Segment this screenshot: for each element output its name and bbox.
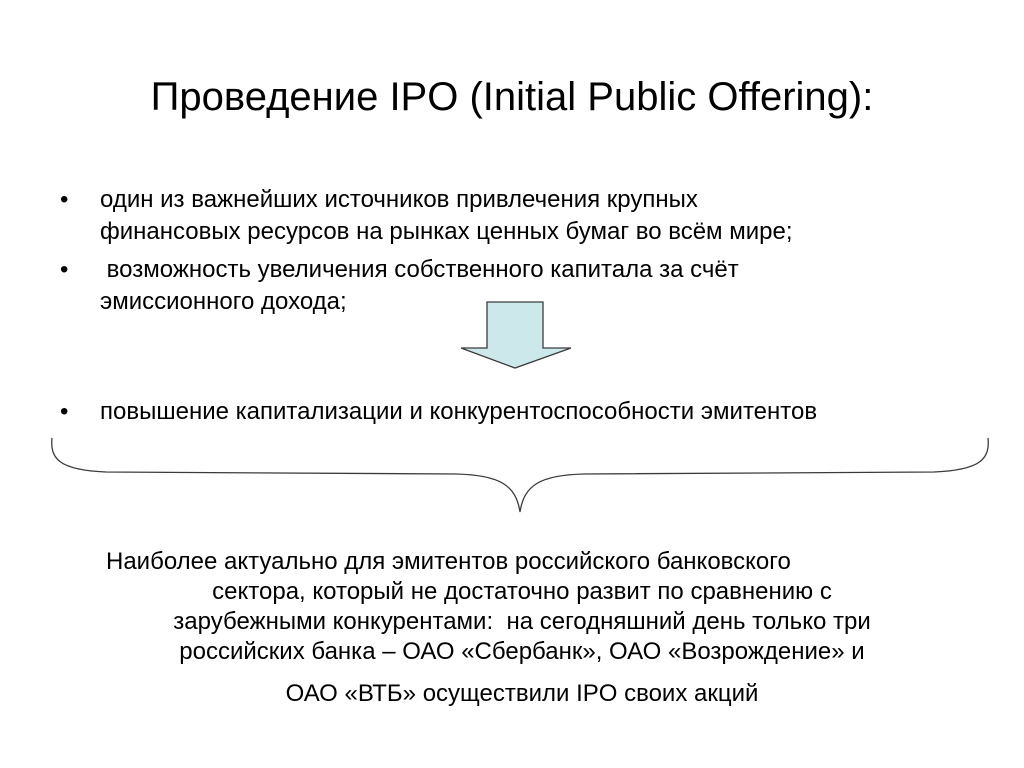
conclusion-line: зарубежными конкурентами: на сегодняшний день только три <box>173 608 871 635</box>
conclusion-line: ОАО «ВТБ» осуществили IPO своих акций <box>285 680 759 707</box>
conclusion-line: сектора, который не достаточно развит по сравнению с <box>212 578 832 605</box>
bullet-text-line: финансовых ресурсов на рынках ценных бумаг во всём мире; <box>100 218 793 245</box>
bullet-item <box>60 396 1000 428</box>
conclusion-line: Наиболее актуально для эмитентов российского банковского <box>106 548 791 575</box>
bullet-text-line: эмиссионного дохода; <box>100 288 347 315</box>
conclusion-line: российских банка – ОАО «Сбербанк», ОАО «Возрождение» и <box>179 638 865 665</box>
bullet-text-line: один из важнейших источников привлечения крупных <box>100 186 698 213</box>
bullet-marker: • <box>60 256 69 283</box>
bullet-item <box>60 184 1000 248</box>
bullet-marker: • <box>60 186 69 213</box>
bullet-marker: • <box>60 398 69 425</box>
slide-title: Проведение IPO (Initial Public Offering): <box>150 75 874 119</box>
bullet-text-line: возможность увеличения собственного капитала за счёт <box>100 256 739 283</box>
conclusion-paragraph <box>92 547 952 709</box>
down-arrow-icon <box>458 300 574 372</box>
bullet-text-line: повышение капитализации и конкурентоспособности эмитентов <box>100 398 818 425</box>
curly-brace-icon <box>46 436 992 516</box>
